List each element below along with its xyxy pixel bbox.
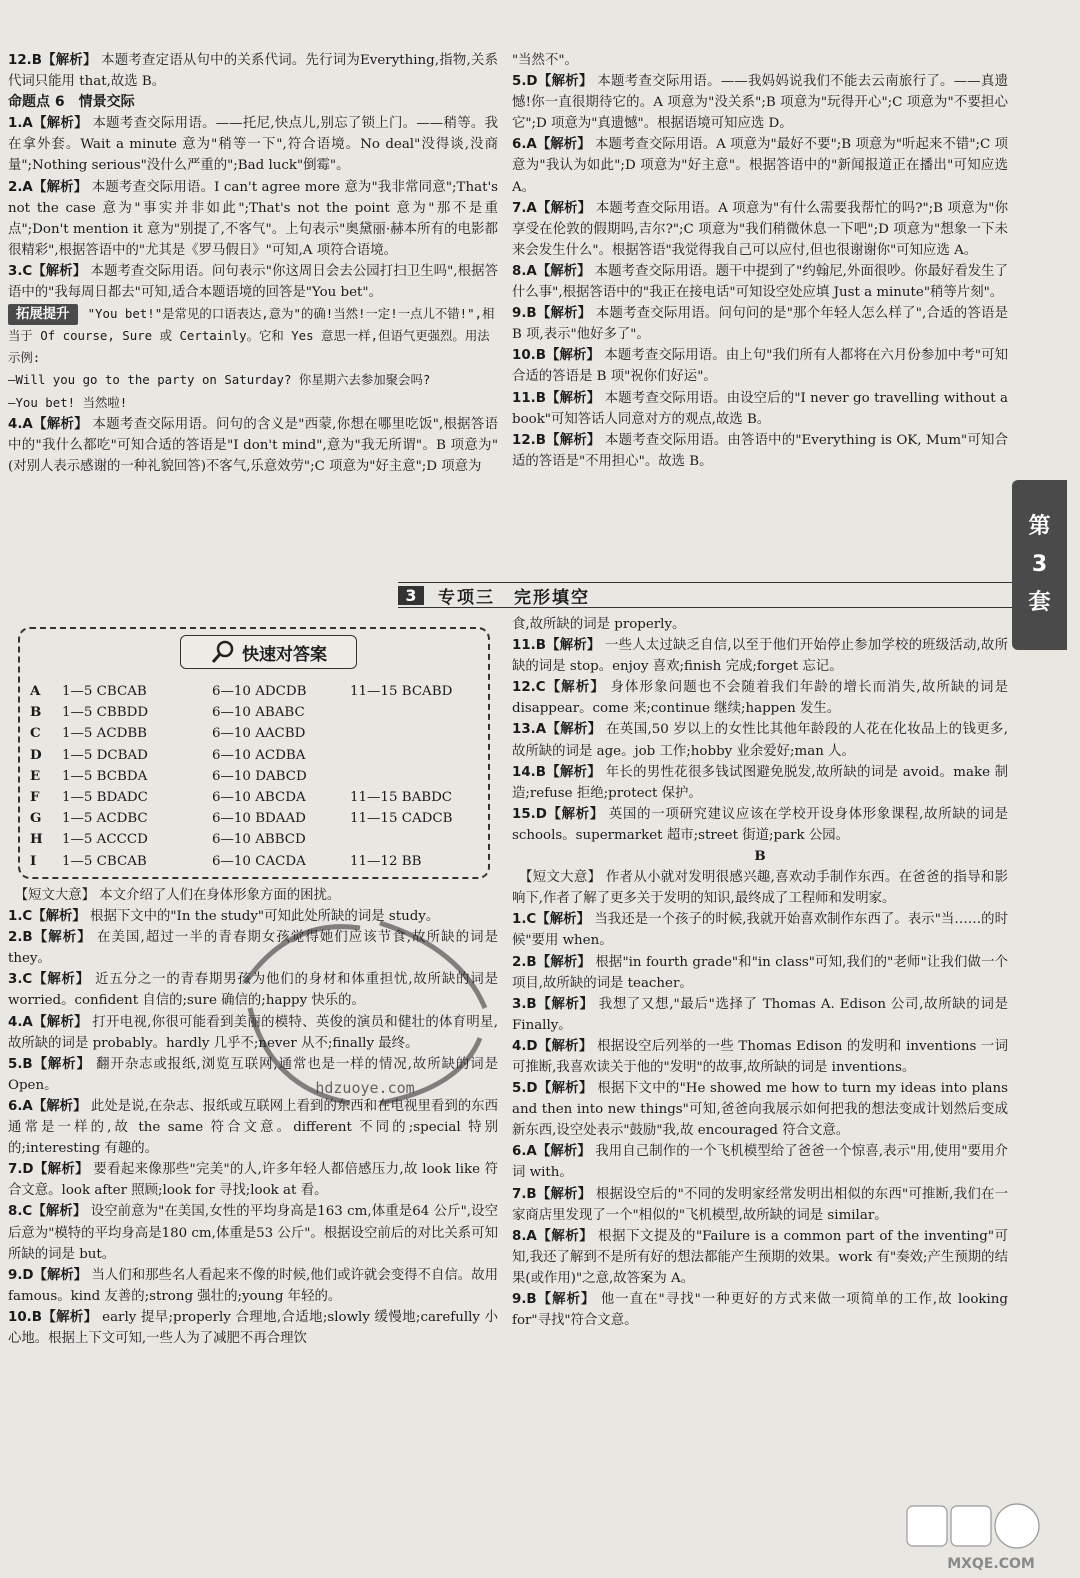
analysis-tag: 【解析】 xyxy=(32,930,92,946)
answer-item xyxy=(8,113,498,176)
answer-item xyxy=(8,1159,498,1201)
left-column-bottom xyxy=(8,885,498,1349)
item-text: 设空前意为"在美国,女性的平均身高是163 cm,体重是64 公斤",设空后意为"模特的平均身高是180 cm,体重是53 公斤"。根据设空前后的对比关系可知所缺的词是 but。 xyxy=(8,1204,499,1262)
analysis-tag: 【解析】 xyxy=(41,1309,98,1325)
item-number: 7.A xyxy=(512,200,537,216)
answer-item xyxy=(512,614,1008,635)
answer-group: 1—5 ACDBB xyxy=(62,726,148,742)
analysis-tag: 【解析】 xyxy=(536,1186,592,1202)
item-number: 14.B xyxy=(512,764,546,780)
subsection-heading: 命题点 6 情景交际 xyxy=(8,94,135,111)
item-text: 我用自己制作的一个飞机模型给了爸爸一个惊喜,表示"用,使用"要用介词 with。 xyxy=(512,1144,1008,1181)
answer-item xyxy=(8,927,498,969)
answer-group: 1—5 ACDBC xyxy=(62,811,148,827)
item-text: 当人们和那些名人看起来不像的时候,他们或许就会变得不自信。故用 famous。kind 友善的;strong 强壮的;young 年轻的。 xyxy=(8,1267,498,1304)
answer-item xyxy=(512,134,1008,197)
item-text: 食,故所缺的词是 properly。 xyxy=(512,617,686,632)
answer-row-label: D xyxy=(30,746,42,763)
item-number: 15.D xyxy=(512,806,547,822)
analysis-tag: 【解析】 xyxy=(536,996,594,1012)
corner-logo xyxy=(905,1500,1075,1575)
answer-row-label: B xyxy=(30,704,42,721)
answer-item xyxy=(512,303,1008,345)
item-text: 本题考查定语从句中的关系代词。先行词为Everything,指物,关系代词只能用 that,故选 B。 xyxy=(8,53,498,90)
passage-label: B xyxy=(754,848,766,865)
item-number: 11.B xyxy=(512,638,546,654)
answer-item xyxy=(512,345,1008,387)
analysis-tag: 【解析】 xyxy=(33,1162,89,1178)
analysis-tag: 【解析】 xyxy=(536,263,591,279)
item-number: 1.A xyxy=(8,116,33,132)
answer-item xyxy=(8,1265,498,1307)
analysis-tag: 【解析】 xyxy=(545,638,601,654)
answer-item xyxy=(8,414,498,477)
analysis-tag: 【解析】 xyxy=(536,954,591,970)
answer-item xyxy=(512,261,1008,303)
answer-item xyxy=(512,1141,1008,1183)
extension-tip-example xyxy=(8,392,498,414)
analysis-tag: 【解析】 xyxy=(536,1144,591,1160)
item-text: 我想了又想,"最后"选择了 Thomas A. Edison 公司,故所缺的词是 Finally。 xyxy=(512,996,1008,1033)
item-number: 4.A xyxy=(8,416,33,432)
watermark-site: hdzuoye.com xyxy=(315,1079,415,1097)
section-title: 专项三 完形填空 xyxy=(438,587,590,608)
item-number: 7.B xyxy=(512,1186,537,1202)
item-text: 要看起来像那些"完美"的人,许多年轻人都倍感压力,故 look like 符合文意。look after 照顾;look for 寻找;look at 看。 xyxy=(8,1162,499,1199)
analysis-tag: 【解析】 xyxy=(32,1014,88,1030)
item-text: 【短文大意】 本文介绍了人们在身体形象方面的困扰。 xyxy=(8,888,341,903)
answer-row-label: G xyxy=(30,810,42,827)
analysis-tag: 【解析】 xyxy=(32,179,88,195)
corner-logo-site: MXQE.COM xyxy=(947,1556,1035,1572)
side-tab xyxy=(1012,480,1067,650)
item-text: 根据设空后列举的一些 Thomas Edison 的发明和 inventions 一词可推断,我喜欢读关于他的"发明"的故事,故所缺的词是 inventions。 xyxy=(512,1038,1009,1075)
answer-group: 6—10 ACDBA xyxy=(212,747,306,763)
extension-tip-label: 拓展提升 xyxy=(8,304,78,325)
item-text: 本题考查交际用语。——我妈妈说我们不能去云南旅行了。——真遗憾!你一直很期待它的。A 项意为"没关系";B 项意为"玩得开心";C 项意为"不要担心它";D 项意为"真遗憾"。根据语境可知应选 D。 xyxy=(512,74,1008,132)
item-number: 11.B xyxy=(512,390,546,406)
analysis-tag: 【解析】 xyxy=(32,1204,87,1220)
answer-item xyxy=(512,762,1008,804)
answer-group: 6—10 ABABC xyxy=(212,705,305,721)
item-text: 本题考查交际用语。题干中提到了"约翰尼,外面很吵。你最好看发生了什么事",根据答语中的"我正在接电话"可知设空处应填 Just a minute"稍等片刻"。 xyxy=(512,263,1008,301)
item-number: 5.D xyxy=(512,74,538,90)
answer-item xyxy=(8,969,498,1011)
answer-item xyxy=(512,1289,1008,1331)
analysis-tag: 【解析】 xyxy=(536,137,591,153)
analysis-tag: 【解析】 xyxy=(545,432,601,448)
answer-row-label: F xyxy=(30,789,40,806)
quick-answer-title xyxy=(180,635,357,669)
answer-group: 6—10 ABBCD xyxy=(212,832,306,848)
answer-item xyxy=(512,909,1008,951)
answer-row xyxy=(30,723,490,744)
analysis-tag: 【解析】 xyxy=(545,764,602,780)
item-text: 本题考查交际用语。A 项意为"有什么需要我帮忙的吗?";B 项意为"你享受在伦敦的假期吗,吉尔?";C 项意为"我们稍微休息一下吧";D 项意为"想象一下未来会发生什么"。根据答语"我觉得我自己可以应付,但也很谢谢你"可知应选 A。 xyxy=(512,200,1009,258)
analysis-tag: 【解析】 xyxy=(536,306,592,322)
item-number: 7.D xyxy=(8,1162,34,1178)
answer-item xyxy=(512,1184,1008,1226)
item-number: 9.D xyxy=(8,1267,34,1283)
item-number: 4.D xyxy=(512,1038,538,1054)
item-text: 他一直在"寻找"一种更好的方式来做一项简单的工作,故 looking for"寻找"符合文意。 xyxy=(512,1292,1008,1329)
analysis-tag: 【解析】 xyxy=(537,1081,593,1097)
item-number: 8.C xyxy=(8,1204,33,1220)
answer-group: 1—5 DCBAD xyxy=(62,747,148,763)
answer-row xyxy=(30,829,490,850)
right-column-bottom xyxy=(512,614,1008,1331)
answer-group: 11—15 CADCB xyxy=(350,811,453,827)
section-number: 3 xyxy=(398,586,424,605)
answer-row xyxy=(30,808,490,829)
answer-row-label: A xyxy=(30,683,41,699)
answer-rows xyxy=(30,681,490,872)
extension-tip xyxy=(8,303,498,369)
answer-item xyxy=(512,430,1008,472)
extension-tip-example-text: —You bet! 当然啦! xyxy=(8,394,128,410)
answer-item xyxy=(512,994,1008,1036)
item-number: 3.C xyxy=(8,972,33,988)
answer-group: 1—5 CBBDD xyxy=(62,705,149,721)
item-number: 12.C xyxy=(512,680,546,696)
answer-row-label: H xyxy=(30,831,43,848)
passage-summary xyxy=(512,867,1008,909)
item-number: 10.B xyxy=(512,348,546,364)
item-text: 当我还是一个孩子的时候,我就开始喜欢制作东西了。表示"当……的时候"要用 when。 xyxy=(512,912,1009,949)
item-text: 根据下文中的"In the study"可知此处所缺的词是 study。 xyxy=(85,909,440,925)
answer-item xyxy=(8,906,498,927)
answer-group: 1—5 CBCAB xyxy=(62,684,147,699)
item-text: 本题考查交际用语。问句问的是"那个年轻人怎么样了",合适的答语是 B 项,表示"他好多了"。 xyxy=(512,306,1008,343)
answer-row xyxy=(30,766,490,787)
quick-answer-box xyxy=(18,627,490,879)
answer-group xyxy=(350,702,490,723)
answer-group xyxy=(350,829,490,850)
answer-row xyxy=(30,851,490,872)
item-number: 9.B xyxy=(512,1292,537,1307)
answer-row-label: I xyxy=(30,852,37,869)
item-text: 打开电视,你很可能看到美丽的模特、英俊的演员和健壮的体育明星,故所缺的词是 probably。hardly 几乎不;never 从不;finally 最终。 xyxy=(8,1014,498,1051)
analysis-tag: 【解析】 xyxy=(41,53,97,68)
answer-group: 1—5 ACCCD xyxy=(62,832,148,848)
answer-item xyxy=(512,804,1008,846)
answer-item xyxy=(8,1307,498,1349)
item-number: 10.B xyxy=(8,1309,42,1325)
extension-tip-example xyxy=(8,369,498,391)
item-number: 5.B xyxy=(8,1056,33,1072)
answer-group: 6—10 DABCD xyxy=(212,768,307,784)
item-text: 本题考查交际用语。——托尼,快点儿,别忘了锁上门。——稍等。我在拿外套。Wait a minute 意为"稍等一下",符合语境。No deal"没得谈,没商量";Nothing serious"没什么严重的";Bad luck"倒霉"。 xyxy=(8,116,498,174)
item-number: 6.A xyxy=(512,137,537,153)
answer-item xyxy=(512,198,1008,261)
passage-summary xyxy=(8,885,498,906)
side-tab-char-1: 第 xyxy=(1028,514,1051,539)
analysis-tag: 【解析】 xyxy=(537,1038,593,1054)
answer-row xyxy=(30,745,490,766)
analysis-tag: 【解析】 xyxy=(536,1228,594,1244)
analysis-tag: 【解析】 xyxy=(32,263,87,279)
analysis-tag: 【解析】 xyxy=(32,116,88,132)
analysis-tag: 【解析】 xyxy=(32,416,88,432)
item-text: 在英国,50 岁以上的女性比其他年龄段的人花在化妆品上的钱更多,故所缺的词是 age。job 工作;hobby 业余爱好;man 人。 xyxy=(512,722,1008,759)
side-tab-char-3: 套 xyxy=(1028,590,1051,615)
extension-tip-text: "You bet!"是常见的口语表达,意为"的确!当然!一定!一点儿不错!",相当于 Of course, Sure 或 Certainly。它和 Yes 意思一样,但语气更强烈。用法示例: xyxy=(8,306,495,366)
answer-group: 6—10 ABCDA xyxy=(212,790,306,806)
item-number: 12.B xyxy=(8,53,42,68)
answer-group: 6—10 AACBD xyxy=(212,726,306,742)
analysis-tag: 【解析】 xyxy=(545,680,606,696)
analysis-tag: 【解析】 xyxy=(32,1098,87,1114)
answer-row-label: C xyxy=(30,725,41,742)
item-text: 根据"in fourth grade"和"in class"可知,我们的"老师"让我们做一个项目,故所缺的词是 teacher。 xyxy=(512,954,1009,991)
item-number: 12.B xyxy=(512,432,546,448)
item-text: 根据下文提及的"Failure is a common part of the inventing"可知,我还了解到不是所有好的想法都能产生预期的效果。work 有"奏效;产生预期的结果(或作用)"之意,故答案为 A。 xyxy=(512,1228,1008,1286)
item-text: 本题考查交际用语。A 项意为"最好不要";B 项意为"听起来不错";C 项意为"我认为如此";D 项意为"好主意"。根据答语中的"新闻报道正在播出"可知应选 A。 xyxy=(512,137,1008,195)
answer-item xyxy=(8,1054,498,1096)
answer-row xyxy=(30,702,490,723)
answer-item xyxy=(512,50,1008,71)
answer-group: 11—12 BB xyxy=(350,853,422,869)
item-number: 3.C xyxy=(8,263,33,279)
item-text: 身体形象问题也不会随着我们年龄的增长而消失,故所缺的词是 disappear。come 来;continue 继续;happen 发生。 xyxy=(512,680,1009,717)
item-number: 2.A xyxy=(8,179,33,195)
item-number: 3.B xyxy=(512,996,537,1012)
analysis-tag: 【解析】 xyxy=(545,390,601,406)
item-number: 9.B xyxy=(512,306,537,322)
item-text: 【短文大意】 作者从小就对发明很感兴趣,喜欢动手制作东西。在爸爸的指导和影响下,作者了解了更多关于发明的知识,最终成了工程师和发明家。 xyxy=(512,870,1008,907)
item-text: 在美国,超过一半的青春期女孩觉得她们应该节食,故所缺的词是 they。 xyxy=(8,930,498,967)
item-number: 8.A xyxy=(512,1228,537,1244)
item-text: 根据设空后的"不同的发明家经常发明出相似的东西"可推断,我们在一家商店里发现了一个"相似的"飞机模型,故所缺的词是 similar。 xyxy=(512,1186,1008,1223)
item-number: 4.A xyxy=(8,1014,33,1030)
analysis-tag: 【解析】 xyxy=(545,348,600,364)
item-text: "当然不"。 xyxy=(512,53,578,68)
answer-item xyxy=(512,719,1008,761)
answer-item xyxy=(8,1096,498,1159)
item-number: 2.B xyxy=(8,930,33,946)
side-tab-char-2: 3 xyxy=(1031,552,1048,577)
answer-group xyxy=(350,766,490,787)
item-text: 根据下文中的"He showed me how to turn my ideas into plans and then into new things"可知,爸爸向我展示如何把我的想法变成计划然后变成新东西,设空处表示"鼓励"我,故 encouraged 符合文意。 xyxy=(512,1081,1008,1139)
analysis-tag: 【解析】 xyxy=(33,1267,88,1283)
answer-row xyxy=(30,787,490,808)
answer-item xyxy=(512,1078,1008,1141)
item-number: 1.C xyxy=(512,912,537,928)
extension-tip-example-text: —Will you go to the party on Saturday? 你星期六去参加聚会吗? xyxy=(8,372,431,388)
item-text: 本题考查交际用语。I can't agree more 意为"我非常同意";That's not the case 意为"事实并非如此";That's not the point 意为"那不是重点";Don't mention it 意为"别提了,不客气"。上句表示"奥黛丽·赫本所有的电影都很精彩",根据答语中的"尤其是《罗马假日》"可知,A 项符合语境。 xyxy=(8,179,498,258)
item-text: 此处是说,在杂志、报纸或互联网上看到的东西和在电视里看到的东西通常是一样的,故 the same 符合文意。different 不同的;special 特别的;interesting 有趣的。 xyxy=(8,1098,499,1157)
answer-item xyxy=(512,1226,1008,1289)
item-text: 近五分之一的青春期男孩为他们的身材和体重担忧,故所缺的词是 worried。confident 自信的;sure 确信的;happy 快乐的。 xyxy=(8,972,499,1009)
item-number: 13.A xyxy=(512,722,547,738)
answer-row xyxy=(30,681,490,702)
answer-item xyxy=(8,177,498,261)
item-text: 年长的男性花很多钱试图避免脱发,故所缺的词是 avoid。make 制造;refuse 拒绝;protect 保护。 xyxy=(512,764,1008,801)
analysis-tag: 【解析】 xyxy=(32,909,86,925)
section-banner xyxy=(398,582,1018,608)
answer-group: 1—5 BCBDA xyxy=(62,768,148,784)
analysis-tag: 【解析】 xyxy=(32,1056,91,1072)
answer-item xyxy=(8,1201,498,1264)
answer-group: 6—10 ADCDB xyxy=(212,684,307,699)
analysis-tag: 【解析】 xyxy=(32,972,91,988)
answer-group: 6—10 BDAAD xyxy=(212,811,306,827)
quick-answer-title-text: 快速对答案 xyxy=(242,644,327,665)
answer-group: 1—5 CBCAB xyxy=(62,853,147,869)
answer-item xyxy=(512,677,1008,719)
answer-item xyxy=(512,952,1008,994)
answer-group xyxy=(350,723,490,744)
answer-item xyxy=(8,1012,498,1054)
item-number: 2.B xyxy=(512,954,537,970)
answer-group: 11—15 BABDC xyxy=(350,790,453,806)
answer-group xyxy=(350,745,490,766)
answer-group: 11—15 BCABD xyxy=(350,684,453,699)
analysis-tag: 【解析】 xyxy=(546,806,604,822)
answer-group: 6—10 CACDA xyxy=(212,853,306,869)
answer-item xyxy=(512,71,1008,134)
item-text: 一些人太过缺乏自信,以至于他们开始停止参加学校的班级活动,故所缺的词是 stop。enjoy 喜欢;finish 完成;forget 忘记。 xyxy=(512,638,1008,675)
analysis-tag: 【解析】 xyxy=(537,74,593,90)
item-text: 本题考查交际用语。由答语中的"Everything is OK, Mum"可知合适的答语是"不用担心"。故选 B。 xyxy=(512,432,1009,469)
analysis-tag: 【解析】 xyxy=(536,912,591,928)
item-number: 5.D xyxy=(512,1081,538,1097)
analysis-tag: 【解析】 xyxy=(536,1292,596,1307)
item-text: 本题考查交际用语。问句表示"你这周日会去公园打扫卫生吗",根据答语中的"我每周日都去"可知,适合本题语境的回答是"You bet"。 xyxy=(8,263,498,301)
item-number: 6.A xyxy=(8,1098,33,1114)
analysis-tag: 【解析】 xyxy=(536,200,592,216)
right-column-top xyxy=(512,50,1008,472)
item-text: 本题考查交际用语。由上句"我们所有人都将在六月份参加中考"可知合适的答语是 B 项"祝你们好运"。 xyxy=(512,348,1008,385)
left-column-top xyxy=(8,50,498,477)
item-number: 6.A xyxy=(512,1144,537,1160)
item-text: 本题考查交际用语。问句的含义是"西蒙,你想在哪里吃饭",根据答语中的"我什么都吃"可知合适的答语是"I don't mind",意为"我无所谓"。B 项意为"(对别人表示感谢的一种礼貌回答)不客气,乐意效劳";C 项意为"好主意";D 项意为 xyxy=(8,416,499,474)
answer-item xyxy=(512,635,1008,677)
item-number: 1.C xyxy=(8,909,33,925)
item-number: 8.A xyxy=(512,263,537,279)
answer-item xyxy=(8,50,498,92)
analysis-tag: 【解析】 xyxy=(546,722,602,738)
answer-item xyxy=(512,388,1008,430)
item-text: 翻开杂志或报纸,浏览互联网,通常也是一样的情况,故所缺的词是 Open。 xyxy=(8,1056,498,1093)
magnifier-icon xyxy=(210,639,236,665)
item-text: 本题考查交际用语。由设空后的"I never go travelling without a book"可知答话人同意对方的观点,故选 B。 xyxy=(512,390,1008,427)
item-text: 英国的一项研究建议应该在学校开设身体形象课程,故所缺的词是 schools。supermarket 超市;street 街道;park 公园。 xyxy=(512,806,1009,843)
answer-item xyxy=(8,261,498,303)
answer-row-label: E xyxy=(30,767,41,784)
answer-group: 1—5 BDADC xyxy=(62,790,148,806)
answer-item xyxy=(512,1036,1008,1078)
item-text: early 提早;properly 合理地,合适地;slowly 缓慢地;carefully 小心地。根据上下文可知,一些人为了减肥不再合理饮 xyxy=(8,1309,499,1346)
